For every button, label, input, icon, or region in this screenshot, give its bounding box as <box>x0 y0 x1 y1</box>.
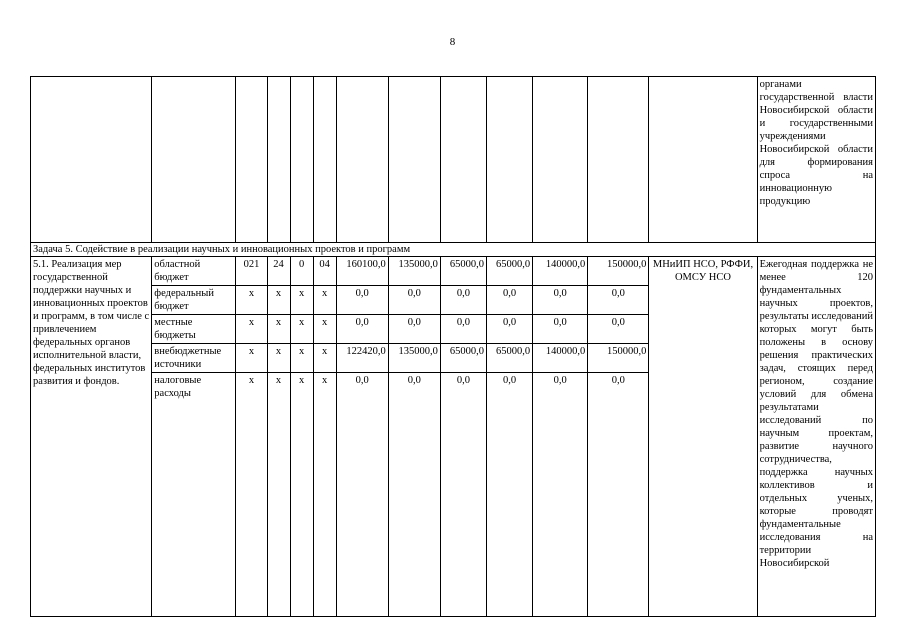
funding-row: налоговые расходы x x x x 0,0 0,0 0,0 0,0 0,0 0,0 <box>31 373 876 617</box>
task-row <box>31 243 876 257</box>
funding-source: внебюджетные источники <box>152 344 236 373</box>
funding-source: налоговые расходы <box>152 373 236 617</box>
measure-name: 5.1. Реализация мер государственной поддержки научных и инновационных проектов и программ, в том числе с привлечением федеральных органов исполнительной власти, федеральных институтов развития и фондов. <box>31 257 152 617</box>
program-table <box>30 76 876 617</box>
funding-source: федеральный бюджет <box>152 286 236 315</box>
funding-row: местные бюджеты x x x x 0,0 0,0 0,0 0,0 0,0 0,0 <box>31 315 876 344</box>
funding-row: 5.1. Реализация мер государственной поддержки научных и инновационных проектов и программ, в том числе с привлечением федеральных органов исполнительной власти, федеральных институтов развития и фондов. областной бюджет 021 24 0 04 160100,0 135000,0 65000,0 65000,0 140000,0 150000,0 МНиИП НСО, РФФИ, ОМСУ НСО Ежегодная поддержка не менее 120 фундаментальных научных проектов, результаты исследований которых могут быть положены в основу решения практических задач, стоящих перед регионом, создание условий для обмена результатами исследований по научным проектам, развитие научного сотрудничества, поддержка научных коллективов и отдельных ученых, которые проводят фундаментальные исследования на территории Новосибирской <box>31 257 876 286</box>
result-continued: органами государственной власти Новосибирской области и государственными учреждениями Новосибирской области для формирования спроса на инновационную продукцию <box>757 77 875 243</box>
continued-row <box>31 77 876 243</box>
funding-row: федеральный бюджет x x x x 0,0 0,0 0,0 0,0 0,0 0,0 <box>31 286 876 315</box>
funding-row: внебюджетные источники x x x x 122420,0 135000,0 65000,0 65000,0 140000,0 150000,0 <box>31 344 876 373</box>
funding-source: областной бюджет <box>152 257 236 286</box>
expected-result: Ежегодная поддержка не менее 120 фундаментальных научных проектов, результаты исследований которых могут быть положены в основу решения практических задач, стоящих перед регионом, создание условий для обмена результатами исследований по научным проектам, развитие научного сотрудничества, поддержка научных коллективов и отдельных ученых, которые проводят фундаментальные исследования на территории Новосибирской <box>757 257 875 617</box>
task-title: Задача 5. Содействие в реализации научных и инновационных проектов и программ <box>31 243 876 257</box>
executors: МНиИП НСО, РФФИ, ОМСУ НСО <box>649 257 757 617</box>
page-number: 8 <box>449 36 456 48</box>
funding-source: местные бюджеты <box>152 315 236 344</box>
